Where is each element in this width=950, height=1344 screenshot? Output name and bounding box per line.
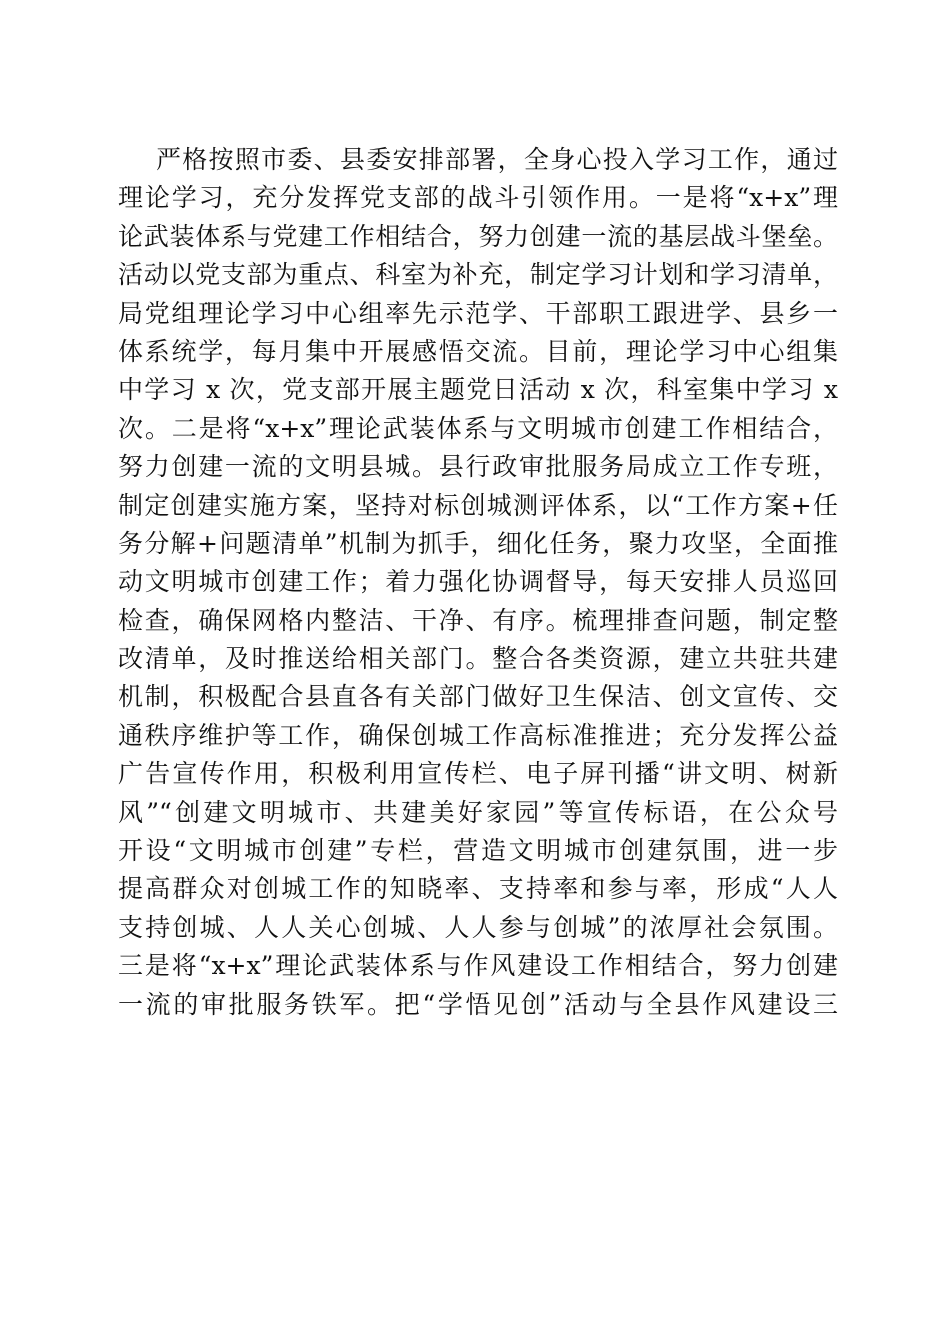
- text-line-2: 理论学习，充分发挥党支部的战斗引领作用。一是将“x+x”理: [118, 183, 838, 213]
- text-line-19: 开设“文明城市创建”专栏，营造文明城市创建氛围，进一步: [118, 836, 838, 866]
- text-line-16: 通秩序维护等工作，确保创城工作高标准推进；充分发挥公益: [118, 720, 838, 750]
- text-line-14: 改清单，及时推送给相关部门。整合各类资源，建立共驻共建: [118, 644, 838, 674]
- text-line-5: 局党组理论学习中心组率先示范学、干部职工跟进学、县乡一: [118, 298, 838, 328]
- text-line-11: 务分解+问题清单”机制为抓手，细化任务，聚力攻坚，全面推: [118, 528, 838, 558]
- text-line-10: 制定创建实施方案，坚持对标创城测评体系，以“工作方案+任: [118, 490, 838, 520]
- text-line-3: 论武装体系与党建工作相结合，努力创建一流的基层战斗堡垒。: [118, 221, 838, 251]
- text-line-22: 三是将“x+x”理论武装体系与作风建设工作相结合，努力创建: [118, 951, 838, 981]
- text-line-8: 次。二是将“x+x”理论武装体系与文明城市创建工作相结合，: [118, 413, 838, 443]
- text-line-13: 检查，确保网格内整洁、干净、有序。梳理排查问题，制定整: [118, 605, 838, 635]
- text-line-20: 提高群众对创城工作的知晓率、支持率和参与率，形成“人人: [118, 874, 838, 904]
- text-line-6: 体系统学，每月集中开展感悟交流。目前，理论学习中心组集: [118, 336, 838, 366]
- text-line-21: 支持创城、人人关心创城、人人参与创城”的浓厚社会氛围。: [118, 912, 838, 942]
- body-paragraph: [118, 141, 838, 1024]
- text-line-4: 活动以党支部为重点、科室为补充，制定学习计划和学习清单，: [118, 260, 838, 290]
- text-line-12: 动文明城市创建工作；着力强化协调督导，每天安排人员巡回: [118, 567, 838, 597]
- text-line-17: 广告宣传作用，积极利用宣传栏、电子屏刊播“讲文明、树新: [118, 759, 838, 789]
- text-line-23: 一流的审批服务铁军。把“学悟见创”活动与全县作风建设三: [118, 989, 838, 1019]
- text-line-9: 努力创建一流的文明县城。县行政审批服务局成立工作专班，: [118, 452, 838, 482]
- text-line-18: 风”“创建文明城市、共建美好家园”等宣传标语，在公众号: [118, 797, 838, 827]
- text-line-1: 严格按照市委、县委安排部署，全身心投入学习工作，通过: [156, 145, 838, 174]
- text-line-7: 中学习 x 次，党支部开展主题党日活动 x 次，科室集中学习 x: [118, 375, 838, 405]
- text-line-15: 机制，积极配合县直各有关部门做好卫生保洁、创文宣传、交: [118, 682, 838, 712]
